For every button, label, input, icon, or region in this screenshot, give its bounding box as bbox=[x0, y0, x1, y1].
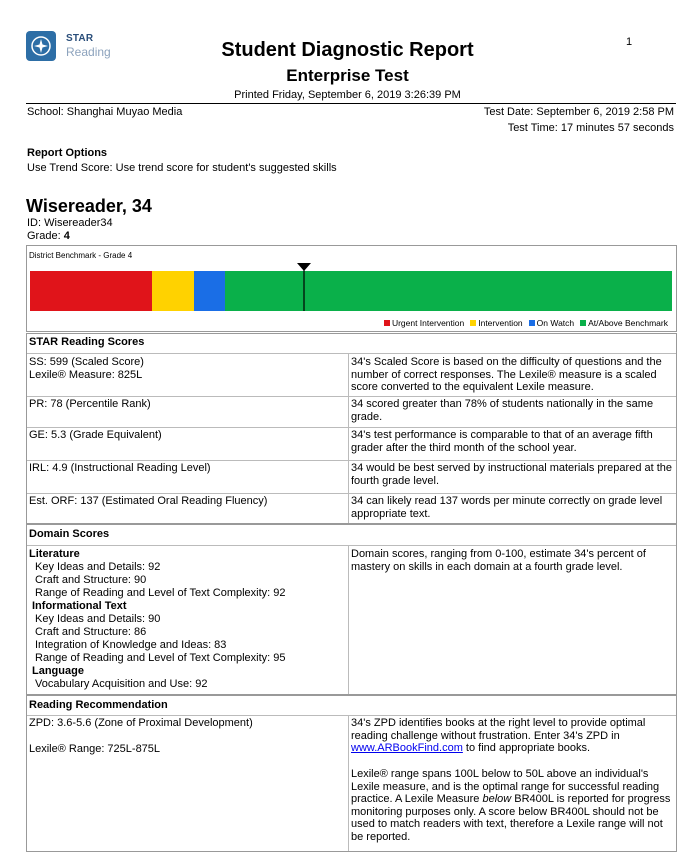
zpd-value: ZPD: 3.6-5.6 (Zone of Proximal Development) bbox=[29, 717, 253, 729]
score-label: Est. ORF: 137 (Estimated Oral Reading Fluency) bbox=[29, 495, 268, 507]
benchmark-segment-intervention bbox=[152, 271, 194, 311]
domain-skill-score: Key Ideas and Details: 90 bbox=[35, 613, 161, 625]
legend-label: Intervention bbox=[478, 318, 523, 328]
recommendation-heading: Reading Recommendation bbox=[29, 699, 168, 711]
page-number: 1 bbox=[626, 36, 633, 48]
report-options-heading: Report Options bbox=[27, 147, 108, 159]
report-title: Student Diagnostic Report bbox=[221, 39, 474, 61]
benchmark-segment-urgent-intervention bbox=[30, 271, 152, 311]
domain-skill-score: Integration of Knowledge and Ideas: 83 bbox=[35, 639, 227, 651]
report-options-trend: Use Trend Score: Use trend score for student's suggested skills bbox=[27, 162, 337, 174]
arbookfind-link[interactable]: www.ARBookFind.com bbox=[351, 742, 463, 754]
lexile-range-value: Lexile® Range: 725L-875L bbox=[29, 743, 161, 755]
score-description: 34 would be best served by instructional materials prepared at the fourth grade level. bbox=[351, 462, 673, 487]
legend-swatch-icon bbox=[580, 320, 586, 326]
legend-label: Urgent Intervention bbox=[391, 318, 465, 328]
benchmark-segment-at-above-benchmark bbox=[225, 271, 672, 311]
test-time: Test Time: 17 minutes 57 seconds bbox=[507, 122, 674, 134]
legend-label: At/Above Benchmark bbox=[588, 318, 668, 328]
lexile-measure: Lexile® Measure: 825L bbox=[29, 368, 143, 381]
domain-skill-score: Range of Reading and Level of Text Complexity: 95 bbox=[35, 652, 286, 664]
benchmark-bar bbox=[30, 271, 672, 311]
score-description: 34's Scaled Score is based on the difficulty of questions and the number of correct responses. The Lexile® measure is a scaled score converted to the equivalent Lexile measure. bbox=[351, 356, 662, 393]
legend-swatch-icon bbox=[384, 320, 390, 326]
test-date: Test Date: September 6, 2019 2:58 PM bbox=[483, 106, 674, 118]
score-description: 34's test performance is comparable to that of an average fifth grader after the third month of the school year. bbox=[351, 429, 653, 454]
domain-skill-score: Craft and Structure: 86 bbox=[35, 626, 147, 638]
domain-skill-score: Key Ideas and Details: 92 bbox=[35, 561, 161, 573]
logo-product: Reading bbox=[66, 45, 111, 59]
report-subtitle: Enterprise Test bbox=[286, 66, 409, 85]
domain-heading: Literature bbox=[29, 548, 80, 560]
logo-brand: STAR bbox=[66, 33, 94, 44]
legend-swatch-icon bbox=[529, 320, 535, 326]
printed-date: Printed Friday, September 6, 2019 3:26:39 PM bbox=[234, 89, 461, 101]
benchmark-legend bbox=[340, 318, 668, 328]
star-scores-heading: STAR Reading Scores bbox=[29, 336, 145, 348]
header-divider bbox=[26, 103, 676, 104]
student-grade: Grade: 4 bbox=[27, 230, 70, 242]
domain-score-list bbox=[29, 548, 286, 691]
zpd-explanation: 34's ZPD identifies books at the right level to provide optimal reading challenge without frustration. Enter 34's ZPD in www.ARBookFind.com to find appropriate books. bbox=[351, 717, 646, 754]
domain-scores-table bbox=[26, 524, 677, 695]
domain-scores-description: Domain scores, ranging from 0-100, estimate 34's percent of mastery on skills in each domain at a fourth grade level. bbox=[351, 548, 646, 573]
domain-skill-score: Vocabulary Acquisition and Use: 92 bbox=[35, 678, 208, 690]
domain-heading: Language bbox=[32, 665, 84, 677]
legend-label: On Watch bbox=[536, 318, 575, 328]
marker-triangle-icon bbox=[296, 262, 312, 311]
domain-skill-score: Craft and Structure: 90 bbox=[35, 574, 147, 586]
score-label: IRL: 4.9 (Instructional Reading Level) bbox=[29, 462, 211, 474]
score-label: SS: 599 (Scaled Score) Lexile® Measure: 825L bbox=[29, 356, 345, 381]
benchmark-label: District Benchmark - Grade 4 bbox=[29, 251, 133, 260]
score-label: GE: 5.3 (Grade Equivalent) bbox=[29, 429, 162, 441]
score-description: 34 can likely read 137 words per minute correctly on grade level appropriate text. bbox=[351, 495, 663, 520]
lexile-explanation: Lexile® range spans 100L below to 50L above an individual's Lexile measure, and is the optimal range for successful reading practice. A Lexile Measure below BR400L is reported for progress monitoring purposes only. A score below BR400L should not be used to match readers with text, therefore a Lexile range will not be reported. bbox=[351, 768, 671, 843]
domain-scores-heading: Domain Scores bbox=[29, 528, 110, 540]
score-description: 34 scored greater than 78% of students nationally in the same grade. bbox=[351, 398, 654, 423]
star-scores-table bbox=[26, 333, 677, 524]
domain-skill-score: Range of Reading and Level of Text Complexity: 92 bbox=[35, 587, 286, 599]
student-name: Wisereader, 34 bbox=[26, 196, 152, 216]
legend-swatch-icon bbox=[470, 320, 476, 326]
domain-heading: Informational Text bbox=[32, 600, 127, 612]
benchmark-segment-on-watch bbox=[194, 271, 225, 311]
score-label: PR: 78 (Percentile Rank) bbox=[29, 398, 151, 410]
recommendation-table bbox=[26, 695, 677, 852]
school-name: School: Shanghai Muyao Media bbox=[27, 106, 183, 118]
student-id: ID: Wisereader34 bbox=[27, 217, 113, 229]
